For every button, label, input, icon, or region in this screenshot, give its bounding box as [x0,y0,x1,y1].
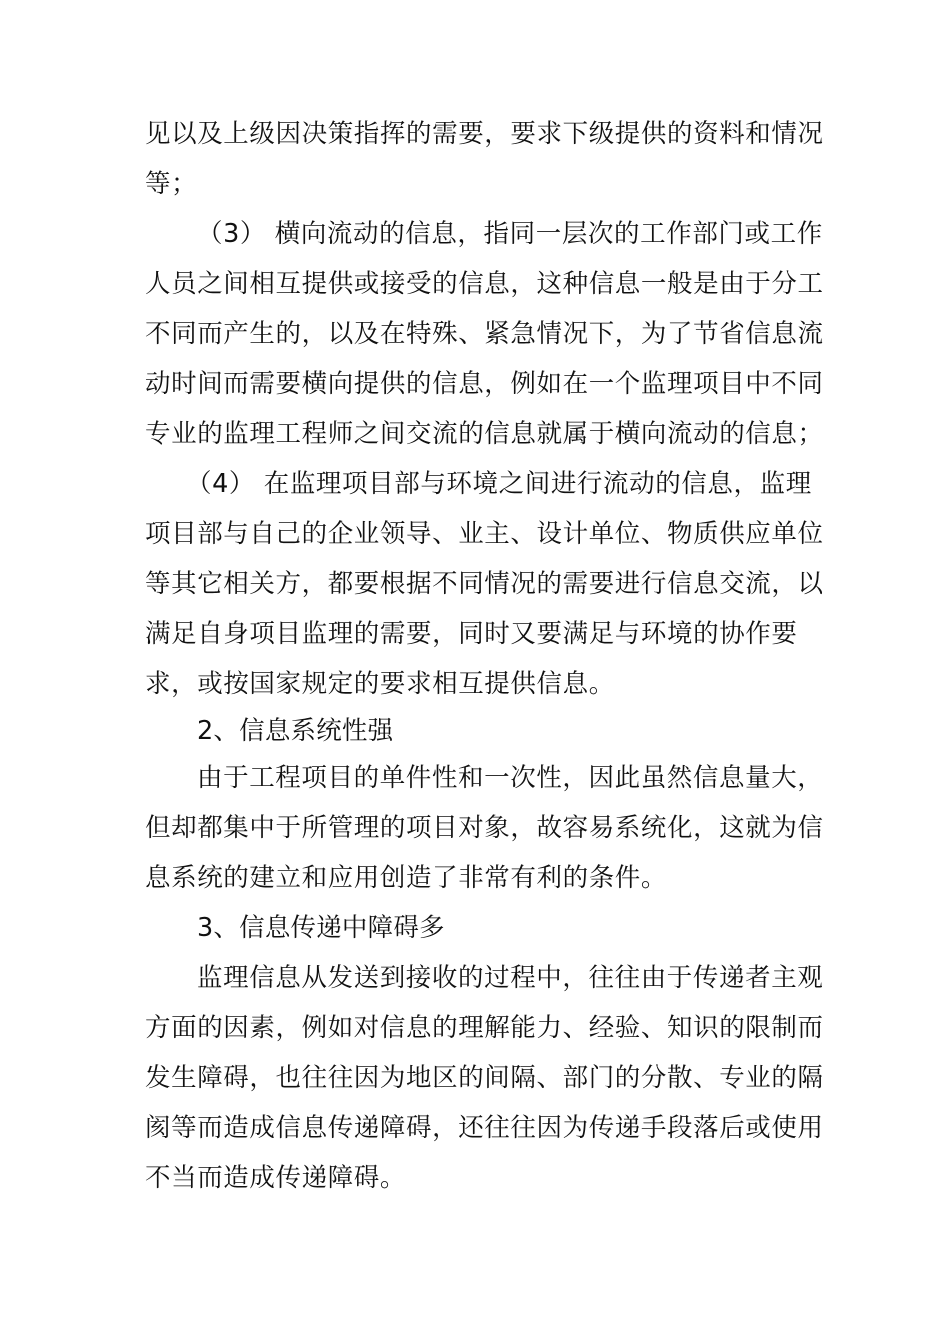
text-line: 项目部与自己的企业领导、业主、设计单位、物质供应单位 [145,519,824,549]
section-heading: 3、信息传递中障碍多 [197,913,445,943]
text-line: 等其它相关方，都要根据不同情况的需要进行信息交流，以 [145,569,824,599]
text-line: 发生障碍，也往往因为地区的间隔、部门的分散、专业的隔 [145,1063,824,1093]
text-line: 息系统的建立和应用创造了非常有利的条件。 [145,863,668,893]
text-line: 阂等而造成信息传递障碍，还往往因为传递手段落后或使用 [145,1113,824,1143]
text-line: （4） 在监理项目部与环境之间进行流动的信息，监理 [186,469,812,499]
text-line: 见以及上级因决策指挥的需要，要求下级提供的资料和情况 [145,119,824,149]
text-line: 不同而产生的，以及在特殊、紧急情况下，为了节省信息流 [145,319,824,349]
text-line: 人员之间相互提供或接受的信息，这种信息一般是由于分工 [145,269,824,299]
text-line: 监理信息从发送到接收的过程中，往往由于传递者主观 [197,963,824,993]
text-line: 满足自身项目监理的需要，同时又要满足与环境的协作要 [145,619,798,649]
text-line: 方面的因素，例如对信息的理解能力、经验、知识的限制而 [145,1013,824,1043]
text-line: （3） 横向流动的信息，指同一层次的工作部门或工作 [197,219,823,249]
text-line: 专业的监理工程师之间交流的信息就属于横向流动的信息； [145,419,824,449]
text-line: 求，或按国家规定的要求相互提供信息。 [145,669,615,699]
text-line: 由于工程项目的单件性和一次性，因此虽然信息量大， [197,763,824,793]
text-line: 等； [145,169,198,199]
text-line: 动时间而需要横向提供的信息，例如在一个监理项目中不同 [145,369,824,399]
section-heading: 2、信息系统性强 [197,716,394,746]
text-line: 但却都集中于所管理的项目对象，故容易系统化，这就为信 [145,813,824,843]
text-line: 不当而造成传递障碍。 [145,1163,407,1193]
